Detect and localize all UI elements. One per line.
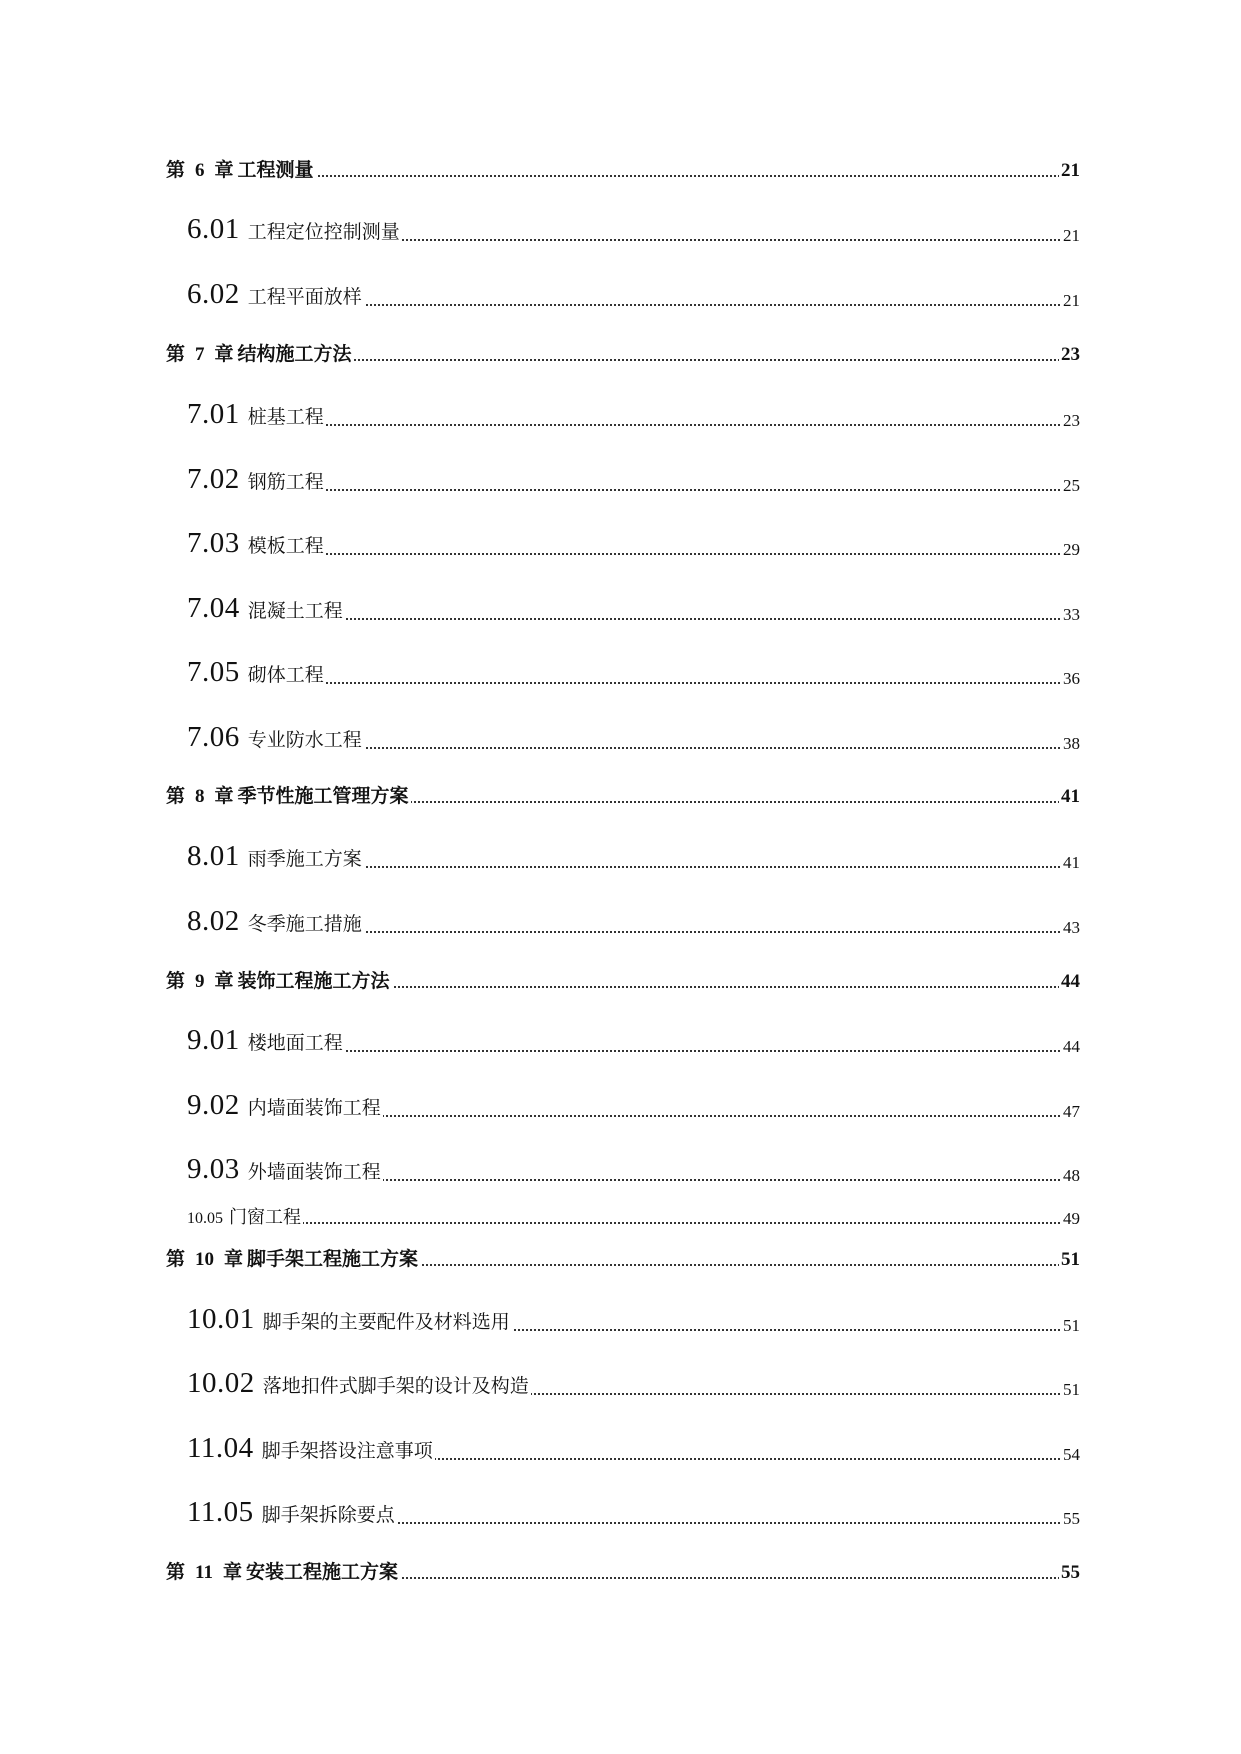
toc-section-8-02[interactable] — [0, 902, 1241, 942]
page-number: 47 — [1063, 1102, 1080, 1121]
toc-section-7-01[interactable] — [0, 395, 1241, 435]
section-label: 7.02 钢筋工程 — [187, 463, 324, 495]
section-label: 6.02 工程平面放样 — [187, 278, 362, 310]
toc-section-11-04[interactable] — [0, 1429, 1241, 1469]
toc-chapter-7[interactable] — [0, 330, 1241, 370]
dot-leader — [187, 1222, 1076, 1224]
page-number: 43 — [1063, 918, 1080, 937]
section-label: 8.02 冬季施工措施 — [187, 905, 362, 937]
page-number: 55 — [1061, 1562, 1080, 1583]
toc-chapter-11[interactable] — [0, 1548, 1241, 1588]
page-number: 41 — [1063, 853, 1080, 872]
page-number: 49 — [1063, 1209, 1080, 1228]
page-number: 36 — [1063, 669, 1080, 688]
section-label: 9.03 外墙面装饰工程 — [187, 1153, 381, 1185]
page-number: 54 — [1063, 1445, 1080, 1464]
page-number: 51 — [1061, 1249, 1080, 1270]
section-label: 10.05 门窗工程 — [187, 1207, 301, 1227]
chapter-label: 第 8 章 季节性施工管理方案 — [166, 786, 409, 807]
toc-section-9-03[interactable] — [0, 1150, 1241, 1190]
toc-section-6-02[interactable] — [0, 275, 1241, 315]
toc-section-10-05[interactable] — [0, 1193, 1241, 1233]
toc-section-10-02[interactable] — [0, 1364, 1241, 1404]
toc-section-7-04[interactable] — [0, 589, 1241, 629]
page-number: 44 — [1063, 1037, 1080, 1056]
toc-section-7-03[interactable] — [0, 524, 1241, 564]
toc-chapter-8[interactable] — [0, 772, 1241, 812]
page-number: 51 — [1063, 1380, 1080, 1399]
toc-chapter-10[interactable] — [0, 1235, 1241, 1275]
toc-chapter-6[interactable] — [0, 146, 1241, 186]
page-number: 51 — [1063, 1316, 1080, 1335]
toc-section-6-01[interactable] — [0, 210, 1241, 250]
section-label: 9.02 内墙面装饰工程 — [187, 1089, 381, 1121]
toc-chapter-9[interactable] — [0, 957, 1241, 997]
toc-section-7-06[interactable] — [0, 718, 1241, 758]
section-label: 7.04 混凝土工程 — [187, 592, 343, 624]
section-label: 10.01 脚手架的主要配件及材料选用 — [187, 1303, 510, 1335]
toc-section-9-02[interactable] — [0, 1086, 1241, 1126]
page-number: 23 — [1063, 411, 1080, 430]
section-label: 8.01 雨季施工方案 — [187, 840, 362, 872]
page-number: 41 — [1061, 786, 1080, 807]
section-label: 7.01 桩基工程 — [187, 398, 324, 430]
chapter-label: 第 11 章 安装工程施工方案 — [166, 1562, 398, 1583]
page-number: 48 — [1063, 1166, 1080, 1185]
page-number: 55 — [1063, 1509, 1080, 1528]
chapter-label: 第 10 章 脚手架工程施工方案 — [166, 1249, 419, 1270]
page-number: 21 — [1063, 226, 1080, 245]
toc-section-9-01[interactable] — [0, 1021, 1241, 1061]
section-label: 11.05 脚手架拆除要点 — [187, 1496, 395, 1528]
section-label: 6.01 工程定位控制测量 — [187, 213, 400, 245]
page-number: 25 — [1063, 476, 1080, 495]
section-label: 7.05 砌体工程 — [187, 656, 324, 688]
chapter-label: 第 7 章 结构施工方法 — [166, 344, 352, 365]
page-number: 23 — [1061, 344, 1080, 365]
page-number: 38 — [1063, 734, 1080, 753]
chapter-label: 第 6 章 工程测量 — [166, 160, 314, 181]
page-number: 21 — [1061, 160, 1080, 181]
section-label: 7.03 模板工程 — [187, 527, 324, 559]
toc-section-7-02[interactable] — [0, 460, 1241, 500]
section-label: 11.04 脚手架搭设注意事项 — [187, 1432, 433, 1464]
section-label: 7.06 专业防水工程 — [187, 721, 362, 753]
chapter-label: 第 9 章 装饰工程施工方法 — [166, 971, 390, 992]
section-label: 10.02 落地扣件式脚手架的设计及构造 — [187, 1367, 529, 1399]
toc-section-8-01[interactable] — [0, 837, 1241, 877]
toc-section-10-01[interactable] — [0, 1300, 1241, 1340]
section-label: 9.01 楼地面工程 — [187, 1024, 343, 1056]
page-number: 44 — [1061, 971, 1080, 992]
page-number: 33 — [1063, 605, 1080, 624]
page-number: 29 — [1063, 540, 1080, 559]
toc-section-11-05[interactable] — [0, 1493, 1241, 1533]
page-number: 21 — [1063, 291, 1080, 310]
toc-section-7-05[interactable] — [0, 653, 1241, 693]
